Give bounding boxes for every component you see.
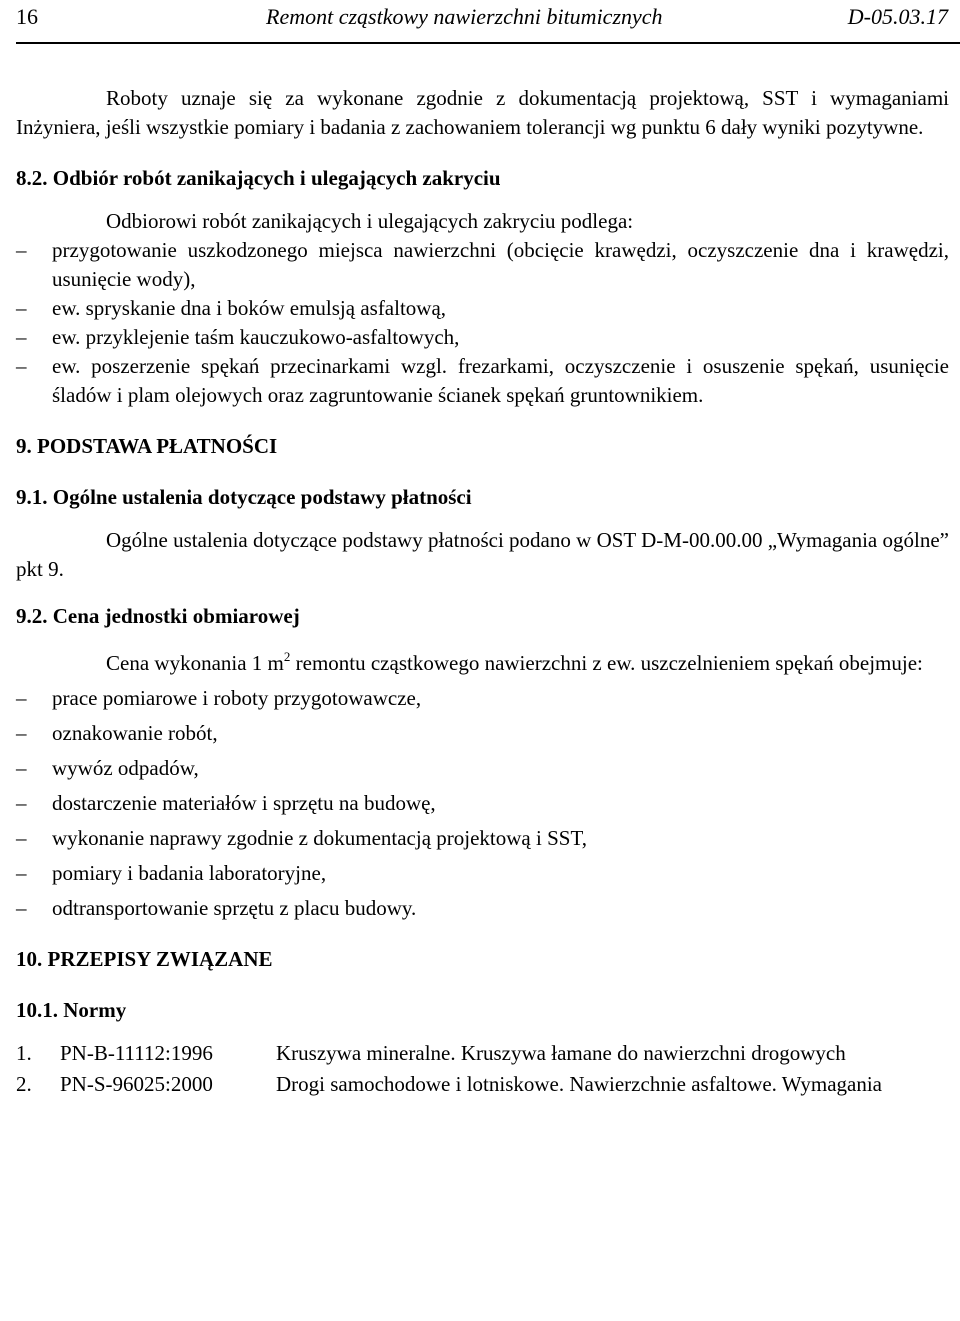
dash-bullet: – [16, 296, 27, 320]
superscript-2: 2 [283, 649, 291, 664]
document-code: D-05.03.17 [847, 4, 948, 29]
section-8-2-list [16, 236, 949, 410]
page-content [16, 84, 949, 1099]
list-item [16, 294, 949, 323]
section-9-1-text: Ogólne ustalenia dotyczące podstawy płatności podano w OST D-M-00.00.00 „Wymagania ogólne” pkt 9. [16, 528, 949, 581]
section-9-2-list [16, 684, 949, 923]
dash-bullet: – [16, 896, 27, 920]
norm-code: PN-B-11112:1996 [60, 1041, 213, 1065]
section-heading-9-2: 9.2. Cena jednostki obmiarowej [16, 604, 300, 628]
norm-number: 2. [16, 1072, 32, 1096]
dash-bullet: – [16, 791, 27, 815]
dash-bullet: – [16, 238, 27, 262]
list-item-text: ew. poszerzenie spękań przecinarkami wzgl. frezarkami, oczyszczenie i osuszenie spękań, usunięcie śladów i plam olejowych oraz zagruntowanie ścianek spękań gruntownikiem. [52, 354, 949, 407]
section-heading-9: 9. PODSTAWA PŁATNOŚCI [16, 434, 278, 458]
section-heading-10: 10. PRZEPISY ZWIĄZANE [16, 947, 273, 971]
dash-bullet: – [16, 756, 27, 780]
list-item-text: przygotowanie uszkodzonego miejsca nawierzchni (obcięcie krawędzi, oczyszczenie dna i krawędzi, usunięcie wody), [52, 238, 949, 291]
norm-number: 1. [16, 1041, 32, 1065]
norm-title: Kruszywa mineralne. Kruszywa łamane do nawierzchni drogowych [276, 1041, 846, 1065]
list-item [16, 894, 949, 923]
page-header [16, 0, 960, 44]
norm-code: PN-S-96025:2000 [60, 1072, 213, 1096]
list-item-text: prace pomiarowe i roboty przygotowawcze, [52, 686, 422, 710]
section-heading-10-1: 10.1. Normy [16, 998, 127, 1022]
section-heading-8-2: 8.2. Odbiór robót zanikających i ulegających zakryciu [16, 166, 501, 190]
list-item-text: pomiary i badania laboratoryjne, [52, 861, 327, 885]
list-item-text: ew. spryskanie dna i boków emulsją asfaltową, [52, 296, 447, 320]
list-item [16, 859, 949, 888]
list-item-text: dostarczenie materiałów i sprzętu na budowę, [52, 791, 436, 815]
norm-row [16, 1070, 949, 1099]
section-8-2-lead: Odbiorowi robót zanikających i ulegających zakryciu podlega: [106, 209, 634, 233]
section-9-2-text-a: Cena wykonania 1 m [106, 651, 284, 675]
list-item-text: wykonanie naprawy zgodnie z dokumentacją projektową i SST, [52, 826, 587, 850]
dash-bullet: – [16, 721, 27, 745]
list-item [16, 824, 949, 853]
dash-bullet: – [16, 325, 27, 349]
list-item [16, 684, 949, 713]
dash-bullet: – [16, 686, 27, 710]
document-title: Remont cząstkowy nawierzchni bitumicznych [266, 4, 663, 29]
list-item-text: odtransportowanie sprzętu z placu budowy. [52, 896, 417, 920]
list-item-text: ew. przyklejenie taśm kauczukowo-asfaltowych, [52, 325, 460, 349]
list-item-text: oznakowanie robót, [52, 721, 218, 745]
list-item [16, 352, 949, 410]
dash-bullet: – [16, 354, 27, 378]
section-heading-9-1: 9.1. Ogólne ustalenia dotyczące podstawy płatności [16, 485, 472, 509]
list-item [16, 754, 949, 783]
list-item [16, 323, 949, 352]
list-item-text: wywóz odpadów, [52, 756, 199, 780]
dash-bullet: – [16, 826, 27, 850]
section-9-2-text-b: remontu cząstkowego nawierzchni z ew. uszczelnieniem spękań obejmuje: [290, 651, 923, 675]
norms-list [16, 1039, 949, 1099]
section-9-2-text [16, 649, 949, 678]
norm-title: Drogi samochodowe i lotniskowe. Nawierzchnie asfaltowe. Wymagania [276, 1072, 882, 1096]
page-number: 16 [16, 4, 38, 29]
list-item [16, 719, 949, 748]
intro-paragraph: Roboty uznaje się za wykonane zgodnie z dokumentacją projektową, SST i wymaganiami Inżyniera, jeśli wszystkie pomiary i badania z zachowaniem tolerancji wg punktu 6 dały wyniki pozytywne. [16, 86, 949, 139]
list-item [16, 236, 949, 294]
list-item [16, 789, 949, 818]
dash-bullet: – [16, 861, 27, 885]
norm-row [16, 1039, 949, 1068]
